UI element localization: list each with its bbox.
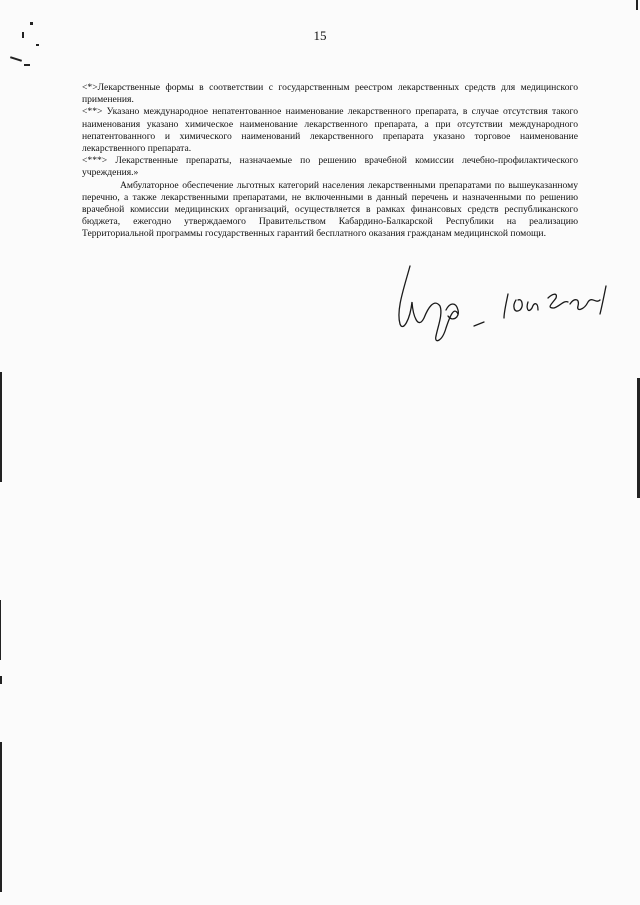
footnote-1: <*>Лекарственные формы в соответствии с государственным реестром лекарственных средств для медицинского применения. bbox=[82, 82, 578, 106]
scan-mark bbox=[0, 600, 1, 660]
signature-note: /и.м. Шетова/ bbox=[504, 312, 510, 313]
scan-mark bbox=[0, 742, 2, 892]
scan-mark bbox=[10, 56, 22, 62]
scan-mark bbox=[0, 676, 2, 684]
scan-mark bbox=[24, 64, 30, 66]
footnote-2: <**> Указано международное непатентованное наименование лекарственного препарата, в случае отсутствия такого наименования указано химическое наименование лекарственного препарата, а при отсутствии международного непатентованного и химического наименований лекарственного препарата указано торговое наименование лекарственного препарата. bbox=[82, 106, 578, 155]
document-body bbox=[82, 82, 578, 241]
footnote-3: <***> Лекарственные препараты, назначаемые по решению врачебной комиссии лечебно-профилактического учреждения.» bbox=[82, 155, 578, 179]
scan-mark bbox=[636, 0, 638, 10]
scan-mark bbox=[36, 44, 39, 46]
scan-mark bbox=[30, 22, 33, 25]
main-paragraph: Амбулаторное обеспечение льготных категорий населения лекарственными препаратами по вышеуказанному перечню, а также лекарственными препаратами, не включенными в данный перечень и назначенными по решению врачебной комиссии медицинских организаций, осуществляется в рамках финансовых средств республиканского бюджета, ежегодно утверждаемого Правительством Кабардино-Балкарской Республики на реализацию Территориальной программы государственных гарантий бесплатного оказания гражданам медицинской помощи. bbox=[82, 179, 578, 240]
scan-mark bbox=[0, 372, 2, 482]
handwritten-signature bbox=[388, 258, 628, 348]
page-number: 15 bbox=[313, 28, 327, 43]
scan-mark bbox=[22, 32, 24, 38]
